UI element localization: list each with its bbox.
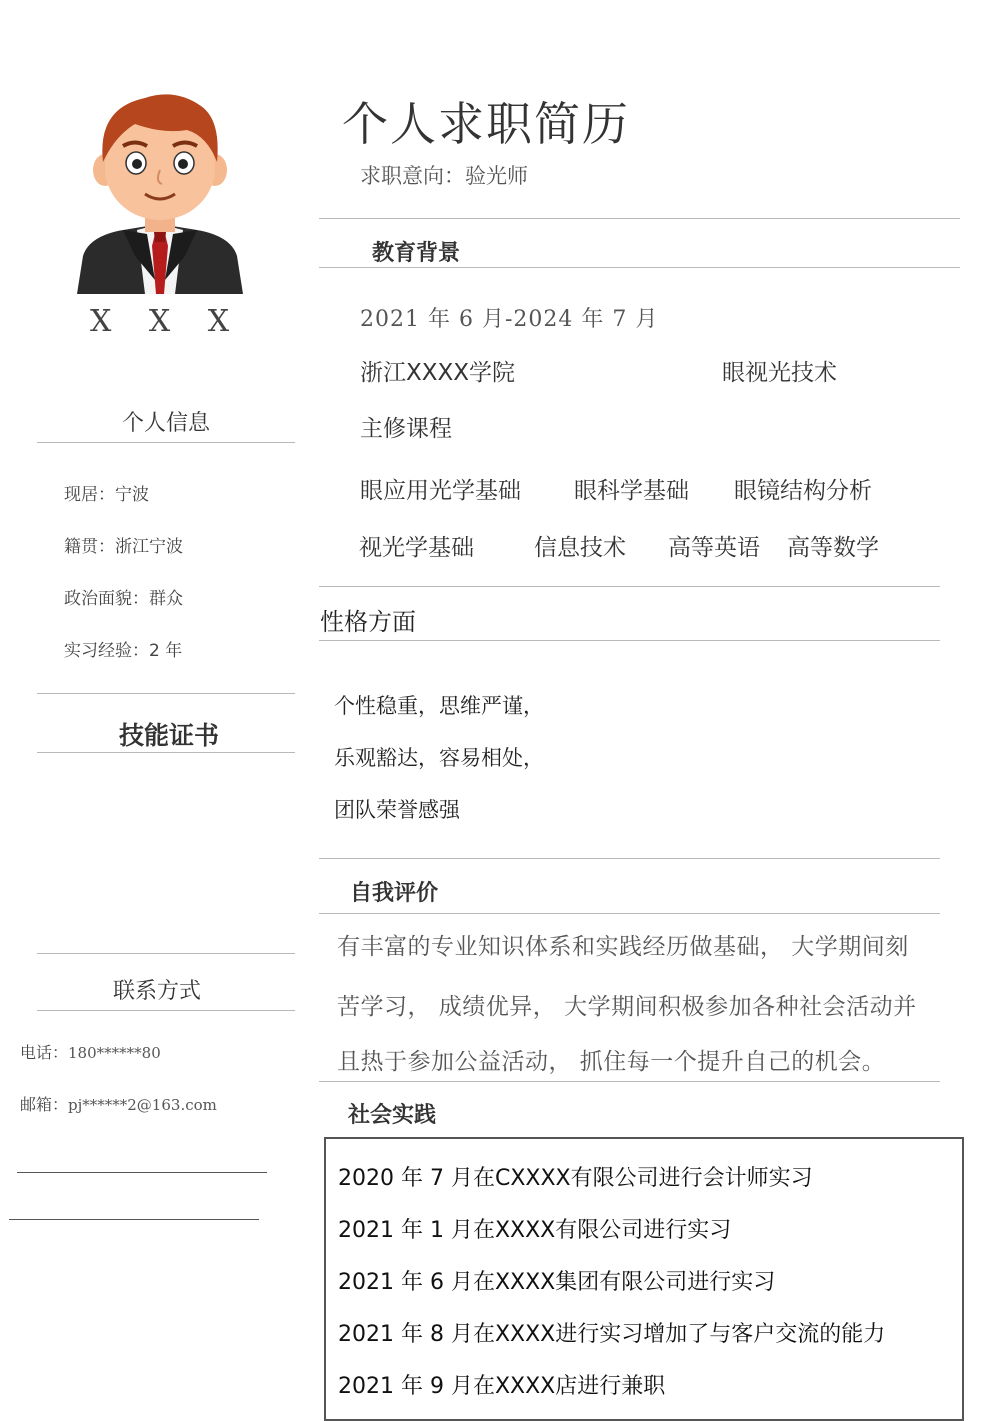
divider	[319, 218, 960, 219]
email-value: pj******2@163.com	[68, 1096, 217, 1114]
divider	[319, 858, 940, 859]
contact-email	[20, 1092, 217, 1115]
info-political-status: 政治面貌：群众	[64, 589, 183, 609]
info-internship-experience: 实习经验：2 年	[64, 641, 183, 661]
education-major: 眼视光技术	[722, 360, 837, 386]
contact-heading: 联系方式	[112, 979, 201, 1004]
divider	[319, 640, 940, 641]
candidate-name: X X X	[90, 304, 244, 339]
personal-info-heading: 个人信息	[121, 411, 210, 436]
course-item: 眼应用光学基础	[360, 478, 521, 504]
job-intent: 求职意向：验光师	[360, 164, 528, 188]
practice-item: 2021 年 9 月在XXXX店进行兼职	[338, 1374, 666, 1399]
education-period: 2021 年 6 月-2024 年 7 月	[360, 307, 659, 332]
course-item: 高等英语	[668, 535, 760, 561]
course-item: 高等数学	[787, 535, 879, 561]
self-evaluation-line: 有丰富的专业知识体系和实践经历做基础， 大学期间刻	[337, 934, 909, 960]
divider	[319, 586, 940, 587]
info-residence: 现居：宁波	[64, 485, 149, 505]
practice-item: 2020 年 7 月在CXXXX有限公司进行会计师实习	[338, 1166, 813, 1191]
course-item: 眼科学基础	[574, 478, 689, 504]
divider	[319, 267, 960, 268]
personality-line: 乐观豁达，容易相处，	[334, 746, 544, 770]
divider	[37, 1010, 295, 1011]
divider	[9, 1219, 259, 1220]
course-item: 信息技术	[534, 535, 626, 561]
skills-heading: 技能证书	[118, 721, 219, 750]
divider	[319, 1081, 940, 1082]
self-evaluation-line: 且热于参加公益活动， 抓住每一个提升自己的机会。	[337, 1049, 886, 1075]
personality-line: 团队荣誉感强	[334, 798, 460, 822]
social-practice-heading: 社会实践	[348, 1103, 437, 1128]
personality-line: 个性稳重，思维严谨，	[334, 694, 544, 718]
profile-photo	[75, 84, 245, 294]
contact-phone	[20, 1040, 161, 1063]
practice-item: 2021 年 1 月在XXXX有限公司进行实习	[338, 1218, 732, 1243]
course-item: 视光学基础	[359, 535, 474, 561]
divider	[37, 693, 295, 694]
divider	[37, 953, 295, 954]
practice-item: 2021 年 8 月在XXXX进行实习增加了与客户交流的能力	[338, 1322, 886, 1347]
divider	[17, 1172, 267, 1173]
education-heading: 教育背景	[372, 241, 461, 266]
education-school: 浙江XXXX学院	[360, 360, 516, 386]
personality-heading: 性格方面	[320, 608, 416, 636]
practice-item: 2021 年 6 月在XXXX集团有限公司进行实习	[338, 1270, 776, 1295]
phone-value: 180******80	[68, 1044, 161, 1062]
phone-label: 电话：	[20, 1043, 69, 1062]
divider	[37, 442, 295, 443]
divider	[37, 752, 295, 753]
email-label: 邮箱：	[20, 1095, 69, 1114]
self-evaluation-line: 苦学习， 成绩优异， 大学期间积极参加各种社会活动并	[337, 994, 917, 1020]
info-hometown: 籍贯：浙江宁波	[64, 537, 183, 557]
courses-heading: 主修课程	[360, 416, 452, 442]
page-title: 个人求职简历	[342, 97, 630, 151]
divider	[319, 913, 940, 914]
course-item: 眼镜结构分析	[734, 478, 872, 504]
self-evaluation-heading: 自我评价	[350, 881, 439, 906]
